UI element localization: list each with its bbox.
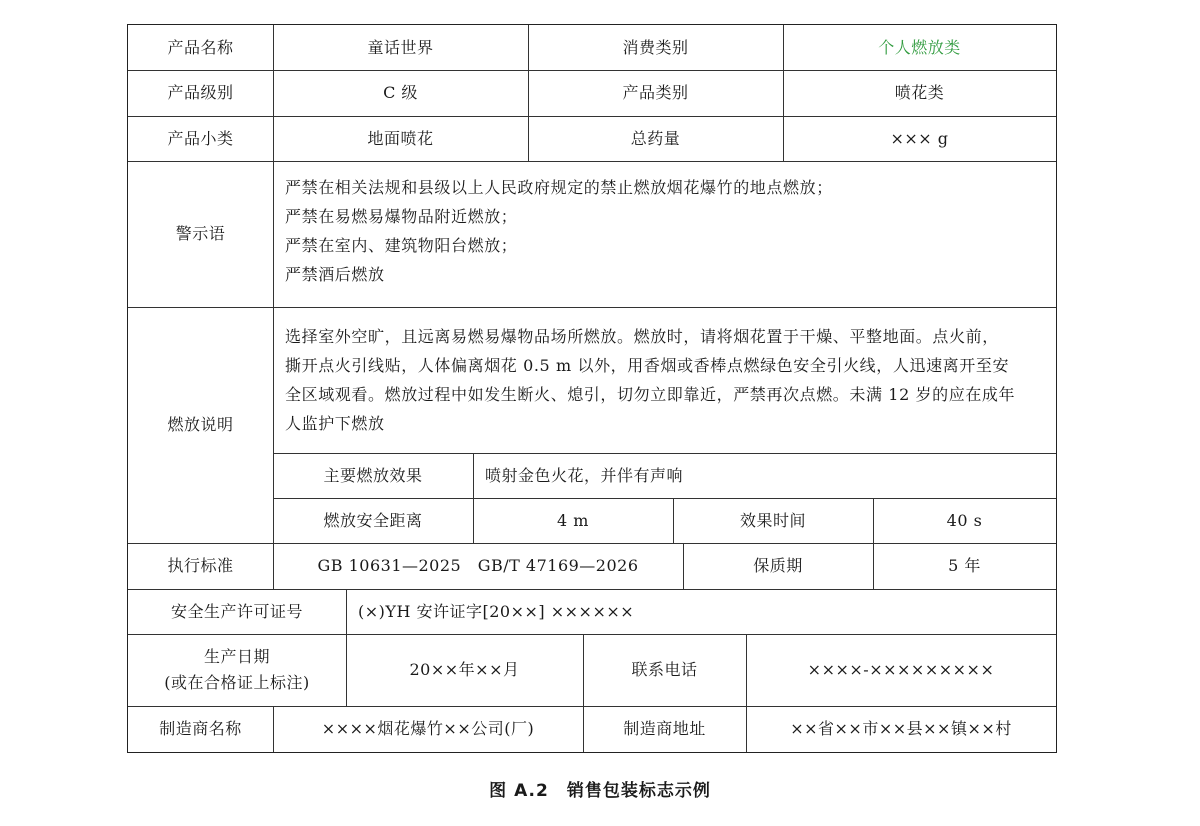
product-category-value: 喷花类 [894, 83, 945, 102]
production-date-label-line1: 生产日期 [203, 647, 270, 666]
total-charge-label: 总药量 [630, 128, 681, 148]
warning-line: 严禁在室内、建筑物阳台燃放； [285, 236, 518, 255]
license-value: (×)YH 安许证字[20××] ×××××× [358, 601, 635, 621]
production-date-label-line2: (或在合格证上标注) [164, 673, 310, 692]
product-name-label: 产品名称 [167, 37, 234, 57]
effect-duration-value: 40 s [946, 510, 983, 530]
phone-value: ××××-××××××××× [807, 660, 995, 679]
rule [346, 589, 347, 634]
production-date-label [128, 634, 346, 706]
instructions-line: 撕开点火引线贴，人体偏离烟花 0.5 m 以外，用香烟或香棒点燃绿色安全引火线，人迅速离开至安 [285, 356, 1010, 375]
manufacturer-address-value: ××省××市××县××镇××村 [790, 719, 1012, 738]
product-subclass-label: 产品小类 [167, 128, 234, 148]
label-table [127, 24, 1057, 753]
instructions-line: 人监护下燃放 [285, 414, 385, 433]
main-effect-value: 喷射金色火花，并伴有声响 [485, 465, 684, 485]
shelf-life-value: 5 年 [948, 556, 981, 575]
instructions-line: 选择室外空旷，且远离易燃易爆物品场所燃放。燃放时，请将烟花置于干燥、平整地面。点火前， [285, 327, 999, 346]
consumer-category-label: 消费类别 [622, 37, 689, 57]
standard-label: 执行标准 [167, 556, 234, 575]
product-name-value: 童话世界 [367, 37, 434, 57]
warning-line: 严禁在易燃易爆物品附近燃放； [285, 207, 518, 226]
warning-label: 警示语 [175, 224, 226, 243]
standard-value: GB 10631—2025 GB/T 47169—2026 [317, 556, 639, 575]
manufacturer-name-label: 制造商名称 [159, 719, 242, 738]
warning-line: 严禁在相关法规和县级以上人民政府规定的禁止燃放烟花爆竹的地点燃放； [285, 178, 833, 197]
license-label: 安全生产许可证号 [170, 601, 303, 621]
shelf-life-label: 保质期 [753, 556, 803, 575]
product-grade-label: 产品级别 [167, 83, 234, 102]
instructions-line: 全区域观看。燃放过程中如发生断火、熄引，切勿立即靠近，严禁再次点燃。未满 12 岁的应在成年 [285, 385, 1016, 404]
warning-line: 严禁酒后燃放 [285, 265, 385, 284]
instructions-label: 燃放说明 [167, 415, 234, 434]
total-charge-value: ××× g [890, 128, 949, 148]
safety-distance-label: 燃放安全距离 [323, 510, 423, 530]
effect-duration-label: 效果时间 [739, 510, 806, 530]
main-effect-label: 主要燃放效果 [323, 465, 423, 485]
manufacturer-address-label: 制造商地址 [623, 719, 706, 738]
product-category-label: 产品类别 [622, 83, 689, 102]
manufacturer-name-value: ××××烟花爆竹××公司(厂) [321, 719, 535, 738]
phone-label: 联系电话 [631, 660, 698, 679]
figure-caption: 图 A.2 销售包装标志示例 [489, 781, 711, 801]
warning-text [285, 173, 1045, 289]
instructions-text [285, 322, 1050, 438]
product-grade-value: C 级 [383, 83, 418, 102]
safety-distance-value: 4 m [557, 510, 589, 530]
product-subclass-value: 地面喷花 [367, 128, 434, 148]
production-date-value: 20××年××月 [409, 660, 520, 679]
consumer-category-value: 个人燃放类 [878, 37, 961, 57]
